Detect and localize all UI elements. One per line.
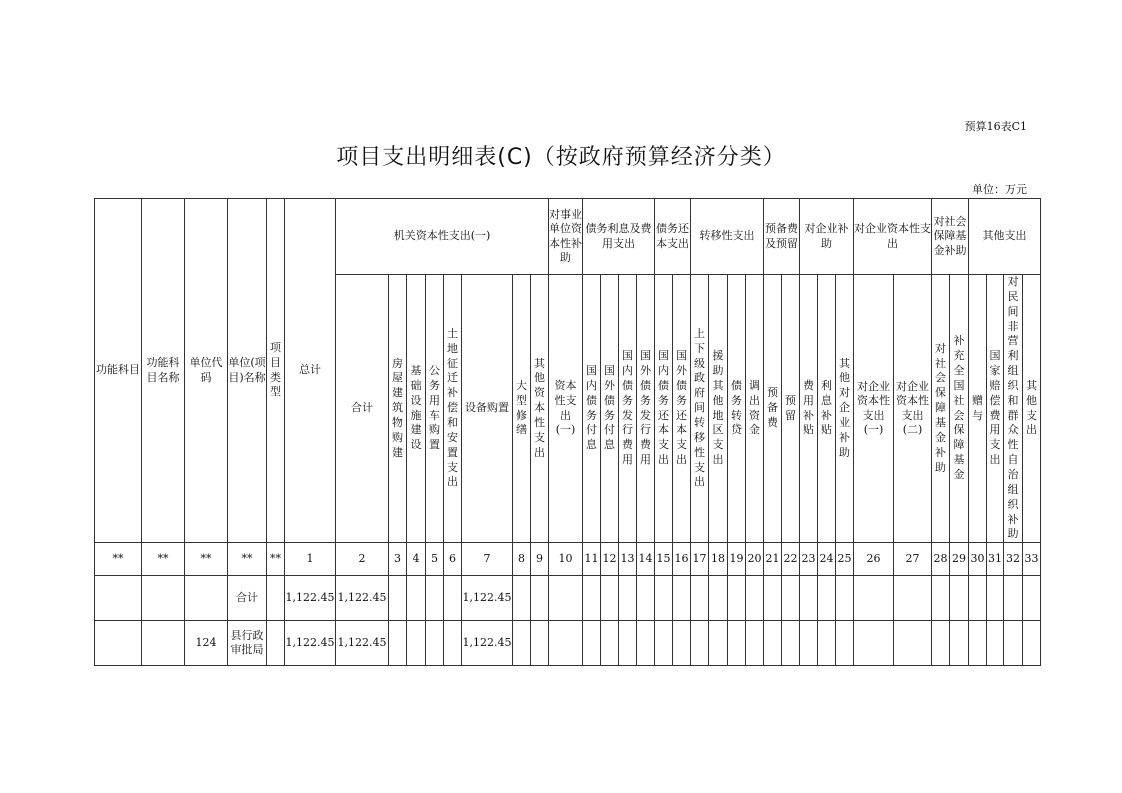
index-cell: 16: [673, 543, 691, 576]
col-header-func-name: 功能科目名称: [142, 199, 185, 543]
cell-func-name: [142, 576, 185, 621]
cell-equipment: 1,122.45: [462, 576, 513, 621]
cell-empty: [637, 621, 655, 666]
cell-empty: [389, 576, 407, 621]
cell-subtotal: 1,122.45: [336, 576, 389, 621]
cell-func: [95, 576, 142, 621]
sub-header: 国内债务付息: [583, 275, 601, 543]
cell-empty: [746, 621, 764, 666]
cell-unit-name: 合计: [228, 576, 267, 621]
cell-empty: [444, 621, 462, 666]
index-cell: 29: [950, 543, 969, 576]
cell-empty: [513, 576, 531, 621]
sub-header: 对民间非营利组织和群众性自治组织补助: [1004, 275, 1023, 543]
cell-empty: [637, 576, 655, 621]
index-cell: 15: [655, 543, 673, 576]
sub-header: 房屋建筑物购建: [389, 275, 407, 543]
page-title: 项目支出明细表(C)（按政府预算经济分类）: [336, 145, 786, 170]
group-header-reserve: 预备费及预留: [764, 199, 800, 275]
group-header-other: 其他支出: [969, 199, 1041, 275]
index-row: [95, 543, 1041, 576]
index-cell: 19: [728, 543, 746, 576]
cell-empty: [426, 621, 444, 666]
cell-total: 1,122.45: [285, 621, 336, 666]
sub-header: 费用补贴: [800, 275, 818, 543]
index-cell: **: [142, 543, 185, 576]
cell-empty: [854, 576, 894, 621]
sub-header: 预备费: [764, 275, 782, 543]
sub-header: 公务用车购置: [426, 275, 444, 543]
index-cell: 2: [336, 543, 389, 576]
index-cell: 25: [836, 543, 854, 576]
cell-empty: [782, 621, 800, 666]
cell-empty: [932, 576, 950, 621]
index-cell: 33: [1023, 543, 1041, 576]
index-cell: 22: [782, 543, 800, 576]
cell-empty: [854, 621, 894, 666]
cell-subtotal: 1,122.45: [336, 621, 389, 666]
cell-empty: [969, 576, 987, 621]
sub-header: 土地征迁补偿和安置支出: [444, 275, 462, 543]
cell-empty: [426, 576, 444, 621]
cell-empty: [513, 621, 531, 666]
cell-empty: [709, 621, 728, 666]
sub-header: 援助其他地区支出: [709, 275, 728, 543]
index-cell: 26: [854, 543, 894, 576]
form-code: 预算16表C1: [964, 120, 1027, 133]
cell-empty: [746, 576, 764, 621]
cell-empty: [389, 621, 407, 666]
index-cell: 9: [531, 543, 549, 576]
index-cell: 7: [462, 543, 513, 576]
sub-header: 资本性支出(一): [549, 275, 583, 543]
index-cell: 24: [818, 543, 836, 576]
cell-empty: [764, 621, 782, 666]
sub-header: 国内债务还本支出: [655, 275, 673, 543]
cell-empty: [583, 621, 601, 666]
cell-equipment: 1,122.45: [462, 621, 513, 666]
cell-empty: [764, 576, 782, 621]
index-cell: **: [228, 543, 267, 576]
cell-empty: [549, 621, 583, 666]
cell-empty: [987, 576, 1004, 621]
cell-empty: [583, 576, 601, 621]
cell-empty: [619, 576, 637, 621]
group-header-enterprise-capital: 对企业资本性支出: [854, 199, 932, 275]
table-row: [95, 576, 1041, 621]
sub-header: 对企业资本性支出(二): [894, 275, 932, 543]
index-cell: 5: [426, 543, 444, 576]
sub-header: 其他对企业补助: [836, 275, 854, 543]
sub-header: 合计: [336, 275, 389, 543]
index-cell: **: [267, 543, 285, 576]
sub-header: 其他资本性支出: [531, 275, 549, 543]
cell-empty: [1004, 621, 1023, 666]
sub-header: 补充全国社会保障基金: [950, 275, 969, 543]
cell-empty: [950, 621, 969, 666]
group-header-transfer: 转移性支出: [691, 199, 764, 275]
cell-empty: [655, 621, 673, 666]
sub-header: 大型修缮: [513, 275, 531, 543]
index-cell: 8: [513, 543, 531, 576]
index-cell: 21: [764, 543, 782, 576]
index-cell: 13: [619, 543, 637, 576]
cell-empty: [932, 621, 950, 666]
cell-empty: [969, 621, 987, 666]
index-cell: 18: [709, 543, 728, 576]
index-cell: 31: [987, 543, 1004, 576]
cell-empty: [691, 621, 709, 666]
cell-empty: [709, 576, 728, 621]
budget-table: [94, 198, 1041, 666]
cell-unit-name: 县行政审批局: [228, 621, 267, 666]
sub-header: 赠与: [969, 275, 987, 543]
sub-header: 国内债务发行费用: [619, 275, 637, 543]
sub-header: 国外债务还本支出: [673, 275, 691, 543]
cell-empty: [531, 621, 549, 666]
header-row-groups: [95, 199, 1041, 275]
index-cell: 27: [894, 543, 932, 576]
sub-header: 债务转贷: [728, 275, 746, 543]
cell-empty: [1023, 576, 1041, 621]
cell-empty: [691, 576, 709, 621]
cell-unit-code: [185, 576, 228, 621]
cell-empty: [894, 576, 932, 621]
sub-header: 国外债务发行费用: [637, 275, 655, 543]
cell-empty: [407, 576, 426, 621]
cell-empty: [894, 621, 932, 666]
cell-empty: [836, 576, 854, 621]
cell-empty: [531, 576, 549, 621]
index-cell: 12: [601, 543, 619, 576]
index-cell: **: [185, 543, 228, 576]
group-header-enterprise-subsidy: 对企业补助: [800, 199, 854, 275]
group-header-debt-interest: 债务利息及费用支出: [583, 199, 655, 275]
cell-func-name: [142, 621, 185, 666]
cell-empty: [619, 621, 637, 666]
unit-label: 单位：万元: [972, 183, 1027, 196]
index-cell: 1: [285, 543, 336, 576]
cell-type: [267, 621, 285, 666]
cell-empty: [601, 621, 619, 666]
sub-header: 调出资金: [746, 275, 764, 543]
group-header-capital-1: 机关资本性支出(一): [336, 199, 549, 275]
sub-header: 上下级政府间转移性支出: [691, 275, 709, 543]
index-cell: 28: [932, 543, 950, 576]
cell-empty: [673, 621, 691, 666]
sub-header: 利息补贴: [818, 275, 836, 543]
cell-empty: [673, 576, 691, 621]
sub-header: 国外债务付息: [601, 275, 619, 543]
index-cell: 17: [691, 543, 709, 576]
sub-header: 预留: [782, 275, 800, 543]
cell-empty: [407, 621, 426, 666]
sub-header: 对企业资本性支出(一): [854, 275, 894, 543]
col-header-unit-code: 单位代码: [185, 199, 228, 543]
cell-empty: [782, 576, 800, 621]
cell-empty: [1023, 621, 1041, 666]
index-cell: 6: [444, 543, 462, 576]
group-header-institution-subsidy: 对事业单位资本性补助: [549, 199, 583, 275]
col-header-total: 总计: [285, 199, 336, 543]
index-cell: **: [95, 543, 142, 576]
cell-empty: [800, 621, 818, 666]
sub-header: 设备购置: [462, 275, 513, 543]
table-row: [95, 621, 1041, 666]
cell-empty: [549, 576, 583, 621]
cell-empty: [728, 576, 746, 621]
index-cell: 11: [583, 543, 601, 576]
sub-header: 基础设施建设: [407, 275, 426, 543]
sub-header: 国家赔偿费用支出: [987, 275, 1004, 543]
index-cell: 4: [407, 543, 426, 576]
index-cell: 23: [800, 543, 818, 576]
cell-func: [95, 621, 142, 666]
index-cell: 30: [969, 543, 987, 576]
cell-empty: [655, 576, 673, 621]
cell-empty: [836, 621, 854, 666]
group-header-social-security: 对社会保障基金补助: [932, 199, 969, 275]
sub-header: 其他支出: [1023, 275, 1041, 543]
cell-empty: [601, 576, 619, 621]
index-cell: 10: [549, 543, 583, 576]
cell-empty: [818, 621, 836, 666]
cell-empty: [950, 576, 969, 621]
cell-empty: [987, 621, 1004, 666]
group-header-debt-principal: 债务还本支出: [655, 199, 691, 275]
index-cell: 20: [746, 543, 764, 576]
cell-empty: [800, 576, 818, 621]
col-header-func: 功能科目: [95, 199, 142, 543]
cell-empty: [818, 576, 836, 621]
cell-unit-code: 124: [185, 621, 228, 666]
cell-empty: [444, 576, 462, 621]
col-header-project-type: 项目类型: [267, 199, 285, 543]
cell-total: 1,122.45: [285, 576, 336, 621]
index-cell: 32: [1004, 543, 1023, 576]
cell-empty: [1004, 576, 1023, 621]
cell-empty: [728, 621, 746, 666]
sub-header: 对社会保障基金补助: [932, 275, 950, 543]
cell-type: [267, 576, 285, 621]
index-cell: 3: [389, 543, 407, 576]
index-cell: 14: [637, 543, 655, 576]
col-header-unit-name: 单位(项目)名称: [228, 199, 267, 543]
